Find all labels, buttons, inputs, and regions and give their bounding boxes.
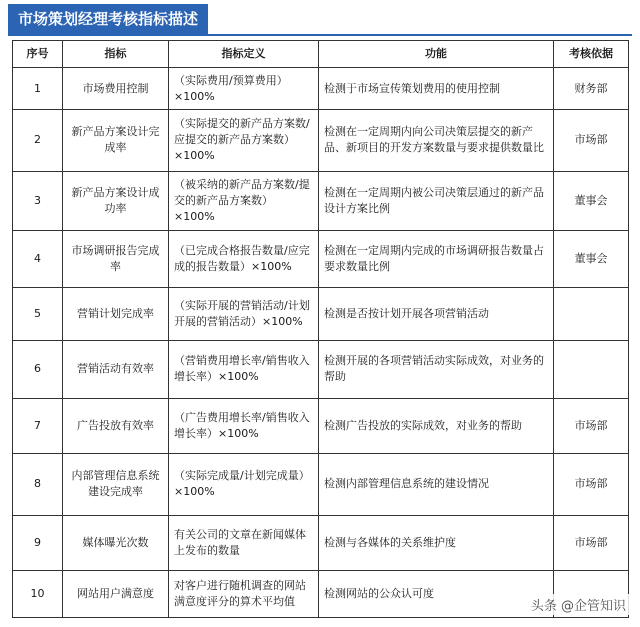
cell-indicator: 广告投放有效率 — [63, 398, 169, 454]
column-header-function: 功能 — [319, 41, 554, 68]
cell-indicator: 市场调研报告完成率 — [63, 230, 169, 288]
cell-no: 2 — [13, 110, 63, 171]
kpi-table — [12, 40, 629, 618]
cell-function: 检测于市场宣传策划费用的使用控制 — [319, 68, 554, 110]
column-header-definition: 指标定义 — [169, 41, 319, 68]
table-row — [13, 68, 629, 110]
table-row — [13, 110, 629, 171]
cell-no: 7 — [13, 398, 63, 454]
table-body — [13, 68, 629, 618]
cell-no: 6 — [13, 340, 63, 398]
table-header-row — [13, 41, 629, 68]
cell-basis — [554, 340, 629, 398]
title-bar — [8, 4, 632, 36]
cell-definition: （广告费用增长率/销售收入增长率）×100% — [169, 398, 319, 454]
cell-definition: （实际费用/预算费用）×100% — [169, 68, 319, 110]
cell-no: 9 — [13, 515, 63, 571]
cell-indicator: 市场费用控制 — [63, 68, 169, 110]
cell-basis: 董事会 — [554, 171, 629, 230]
cell-function: 检测是否按计划开展各项营销活动 — [319, 288, 554, 340]
cell-basis: 市场部 — [554, 110, 629, 171]
cell-basis: 市场部 — [554, 454, 629, 515]
cell-basis: 市场部 — [554, 398, 629, 454]
cell-no: 10 — [13, 571, 63, 618]
cell-definition: （实际开展的营销活动/计划开展的营销活动）×100% — [169, 288, 319, 340]
table-row — [13, 230, 629, 288]
cell-basis: 财务部 — [554, 68, 629, 110]
table-row — [13, 398, 629, 454]
cell-basis: 董事会 — [554, 230, 629, 288]
cell-definition: （实际提交的新产品方案数/应提交的新产品方案数）×100% — [169, 110, 319, 171]
table-row — [13, 515, 629, 571]
cell-function: 检测在一定周期内向公司决策层提交的新产品、新项目的开发方案数量与要求提供数量比 — [319, 110, 554, 171]
cell-definition: 有关公司的文章在新闻媒体上发布的数量 — [169, 515, 319, 571]
cell-indicator: 营销活动有效率 — [63, 340, 169, 398]
cell-definition: （被采纳的新产品方案数/提交的新产品方案数）×100% — [169, 171, 319, 230]
cell-function: 检测广告投放的实际成效，对业务的帮助 — [319, 398, 554, 454]
column-header-no: 序号 — [13, 41, 63, 68]
cell-function: 检测在一定周期内完成的市场调研报告数量占要求数量比例 — [319, 230, 554, 288]
cell-basis — [554, 288, 629, 340]
cell-indicator: 网站用户满意度 — [63, 571, 169, 618]
column-header-indicator: 指标 — [63, 41, 169, 68]
cell-indicator: 营销计划完成率 — [63, 288, 169, 340]
cell-definition: （已完成合格报告数量/应完成的报告数量）×100% — [169, 230, 319, 288]
cell-function: 检测网站的公众认可度 — [319, 571, 554, 618]
table-row — [13, 340, 629, 398]
cell-indicator: 媒体曝光次数 — [63, 515, 169, 571]
cell-indicator: 新产品方案设计完成率 — [63, 110, 169, 171]
cell-no: 5 — [13, 288, 63, 340]
cell-definition: （实际完成量/计划完成量）×100% — [169, 454, 319, 515]
cell-function: 检测开展的各项营销活动实际成效，对业务的帮助 — [319, 340, 554, 398]
cell-no: 3 — [13, 171, 63, 230]
table-row — [13, 288, 629, 340]
watermark: 头条 @企管知识 — [527, 594, 630, 615]
cell-definition: 对客户进行随机调查的网站满意度评分的算术平均值 — [169, 571, 319, 618]
cell-function: 检测与各媒体的关系维护度 — [319, 515, 554, 571]
cell-definition: （营销费用增长率/销售收入增长率）×100% — [169, 340, 319, 398]
page-title: 市场策划经理考核指标描述 — [8, 4, 208, 34]
cell-no: 8 — [13, 454, 63, 515]
table-row — [13, 454, 629, 515]
cell-no: 1 — [13, 68, 63, 110]
cell-basis: 市场部 — [554, 515, 629, 571]
cell-function: 检测在一定周期内被公司决策层通过的新产品设计方案比例 — [319, 171, 554, 230]
table-row — [13, 171, 629, 230]
column-header-basis: 考核依据 — [554, 41, 629, 68]
cell-no: 4 — [13, 230, 63, 288]
cell-function: 检测内部管理信息系统的建设情况 — [319, 454, 554, 515]
cell-indicator: 内部管理信息系统建设完成率 — [63, 454, 169, 515]
cell-indicator: 新产品方案设计成功率 — [63, 171, 169, 230]
